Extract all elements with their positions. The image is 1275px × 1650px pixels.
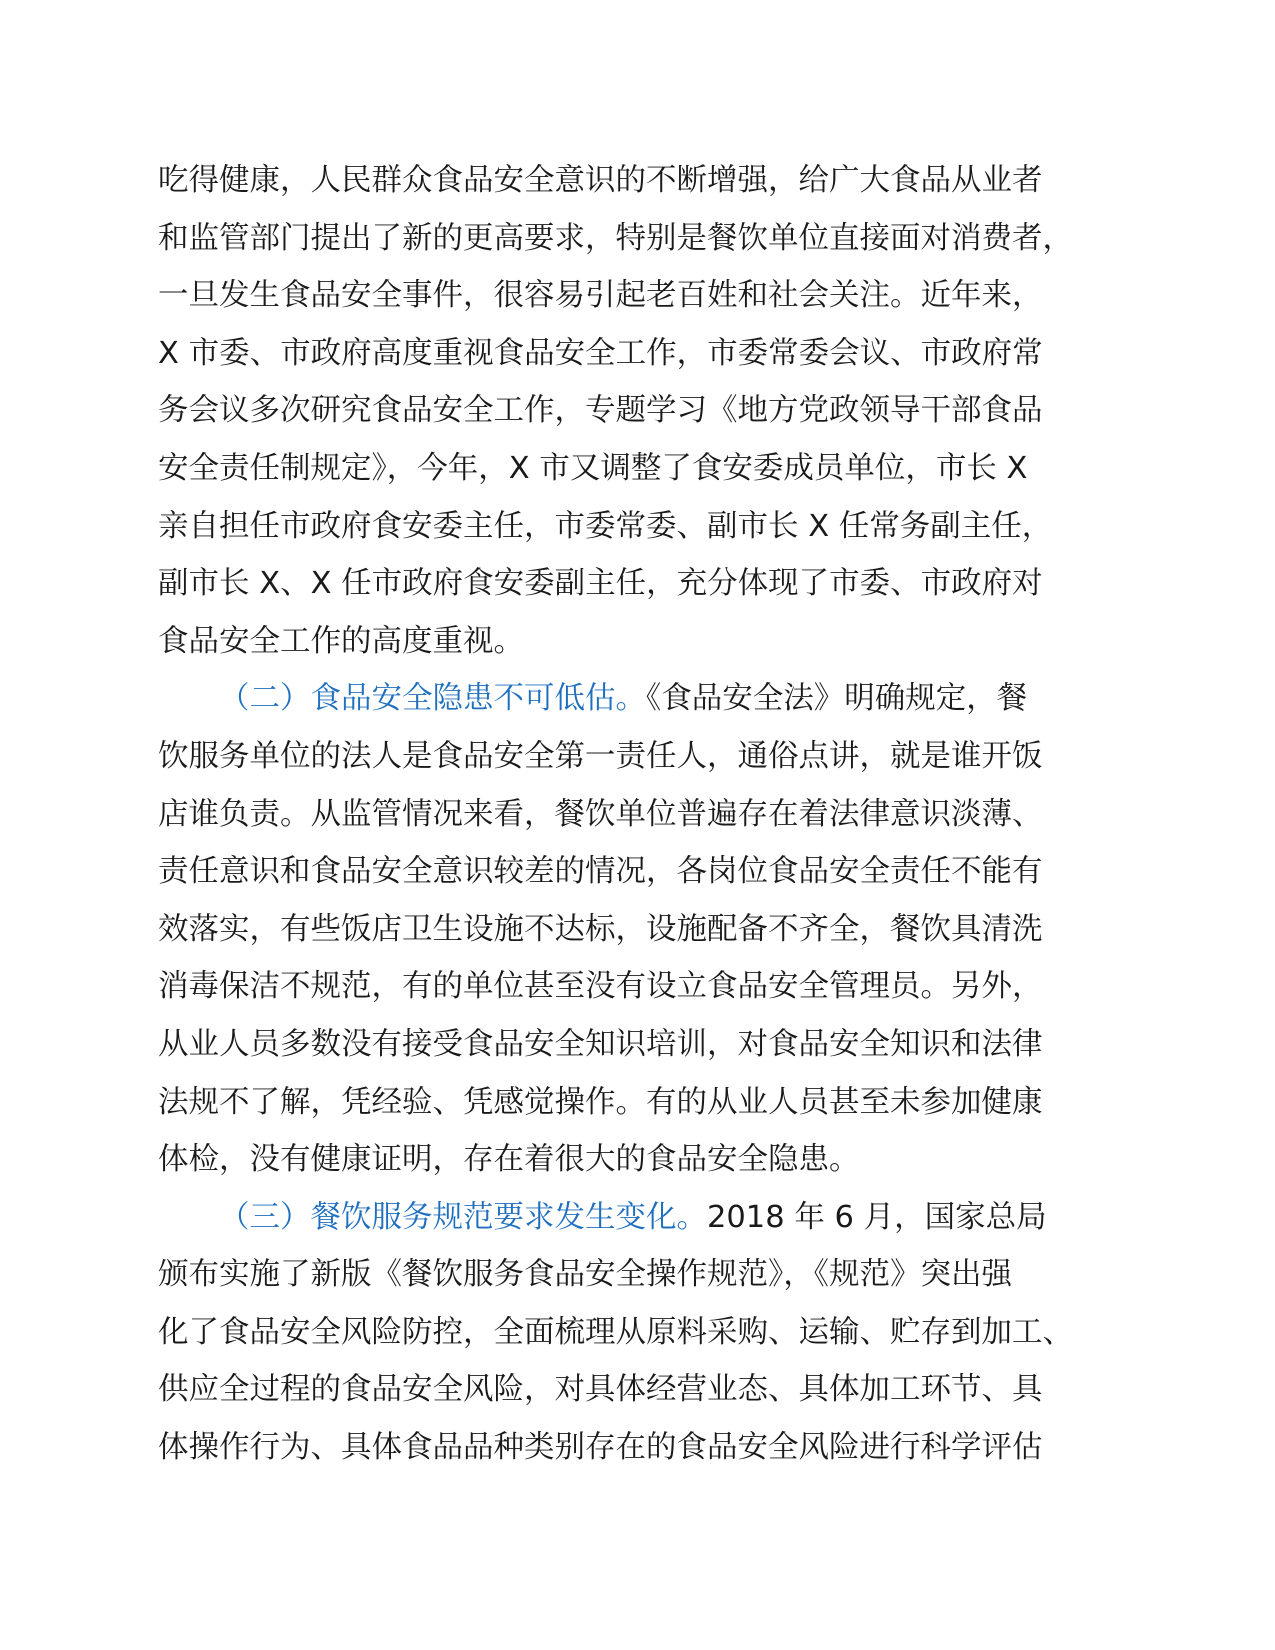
text-line: 一旦发生食品安全事件，很容易引起老百姓和社会关注。近年来， bbox=[158, 278, 1043, 314]
text-line: 供应全过程的食品安全风险，对具体经营业态、具体加工环节、具 bbox=[158, 1372, 1043, 1408]
text-line: 务会议多次研究食品安全工作，专题学习《地方党政领导干部食品 bbox=[158, 393, 1043, 429]
text-line: 和监管部门提出了新的更高要求，特别是餐饮单位直接面对消费者， bbox=[158, 220, 1073, 256]
text-line: 亲自担任市政府食安委主任，市委常委、副市长 X 任常务副主任， bbox=[158, 508, 1053, 544]
text-line: 从业人员多数没有接受食品安全知识培训，对食品安全知识和法律 bbox=[158, 1026, 1043, 1062]
text-line: 安全责任制规定》，今年，X 市又调整了食安委成员单位，市长 X bbox=[158, 450, 1028, 486]
section-heading: （三）餐饮服务规范要求发生变化。 bbox=[219, 1199, 707, 1235]
paragraph-first-line bbox=[158, 670, 1123, 728]
text-line: 颁布实施了新版《餐饮服务食品安全操作规范》，《规范》突出强 bbox=[158, 1257, 1012, 1293]
text-line: 店谁负责。从监管情况来看，餐饮单位普遍存在着法律意识淡薄、 bbox=[158, 796, 1043, 832]
text-line: 食品安全工作的高度重视。 bbox=[158, 623, 524, 659]
text-line: X 市委、市政府高度重视食品安全工作，市委常委会议、市政府常 bbox=[158, 335, 1043, 371]
text-line: 效落实，有些饭店卫生设施不达标，设施配备不齐全，餐饮具清洗 bbox=[158, 911, 1043, 947]
text-line: 体操作行为、具体食品品种类别存在的食品安全风险进行科学评估 bbox=[158, 1430, 1043, 1466]
section-heading: （二）食品安全隐患不可低估。 bbox=[219, 681, 646, 717]
text-line: 体检，没有健康证明，存在着很大的食品安全隐患。 bbox=[158, 1142, 860, 1178]
text-line: 化了食品安全风险防控，全面梳理从原料采购、运输、贮存到加工、 bbox=[158, 1314, 1073, 1350]
text-line: 饮服务单位的法人是食品安全第一责任人，通俗点讲，就是谁开饭 bbox=[158, 738, 1043, 774]
text-line: 法规不了解，凭经验、凭感觉操作。有的从业人员甚至未参加健康 bbox=[158, 1084, 1043, 1120]
text-run: 《食品安全法》明确规定，餐 bbox=[646, 681, 1028, 717]
text-line: 副市长 X、X 任市政府食安委副主任，充分体现了市委、市政府对 bbox=[158, 566, 1043, 602]
text-line: 消毒保洁不规范，有的单位甚至没有设立食品安全管理员。另外， bbox=[158, 969, 1043, 1005]
paragraph-1 bbox=[158, 152, 1123, 670]
paragraph-3 bbox=[158, 1189, 1123, 1477]
text-run: 2018 年 6 月，国家总局 bbox=[707, 1199, 1047, 1235]
text-line: 吃得健康，人民群众食品安全意识的不断增强，给广大食品从业者 bbox=[158, 163, 1043, 198]
paragraph-first-line bbox=[158, 1189, 1123, 1247]
text-line: 责任意识和食品安全意识较差的情况，各岗位食品安全责任不能有 bbox=[158, 854, 1043, 890]
paragraph-2 bbox=[158, 670, 1123, 1188]
document-body bbox=[158, 152, 1123, 1477]
